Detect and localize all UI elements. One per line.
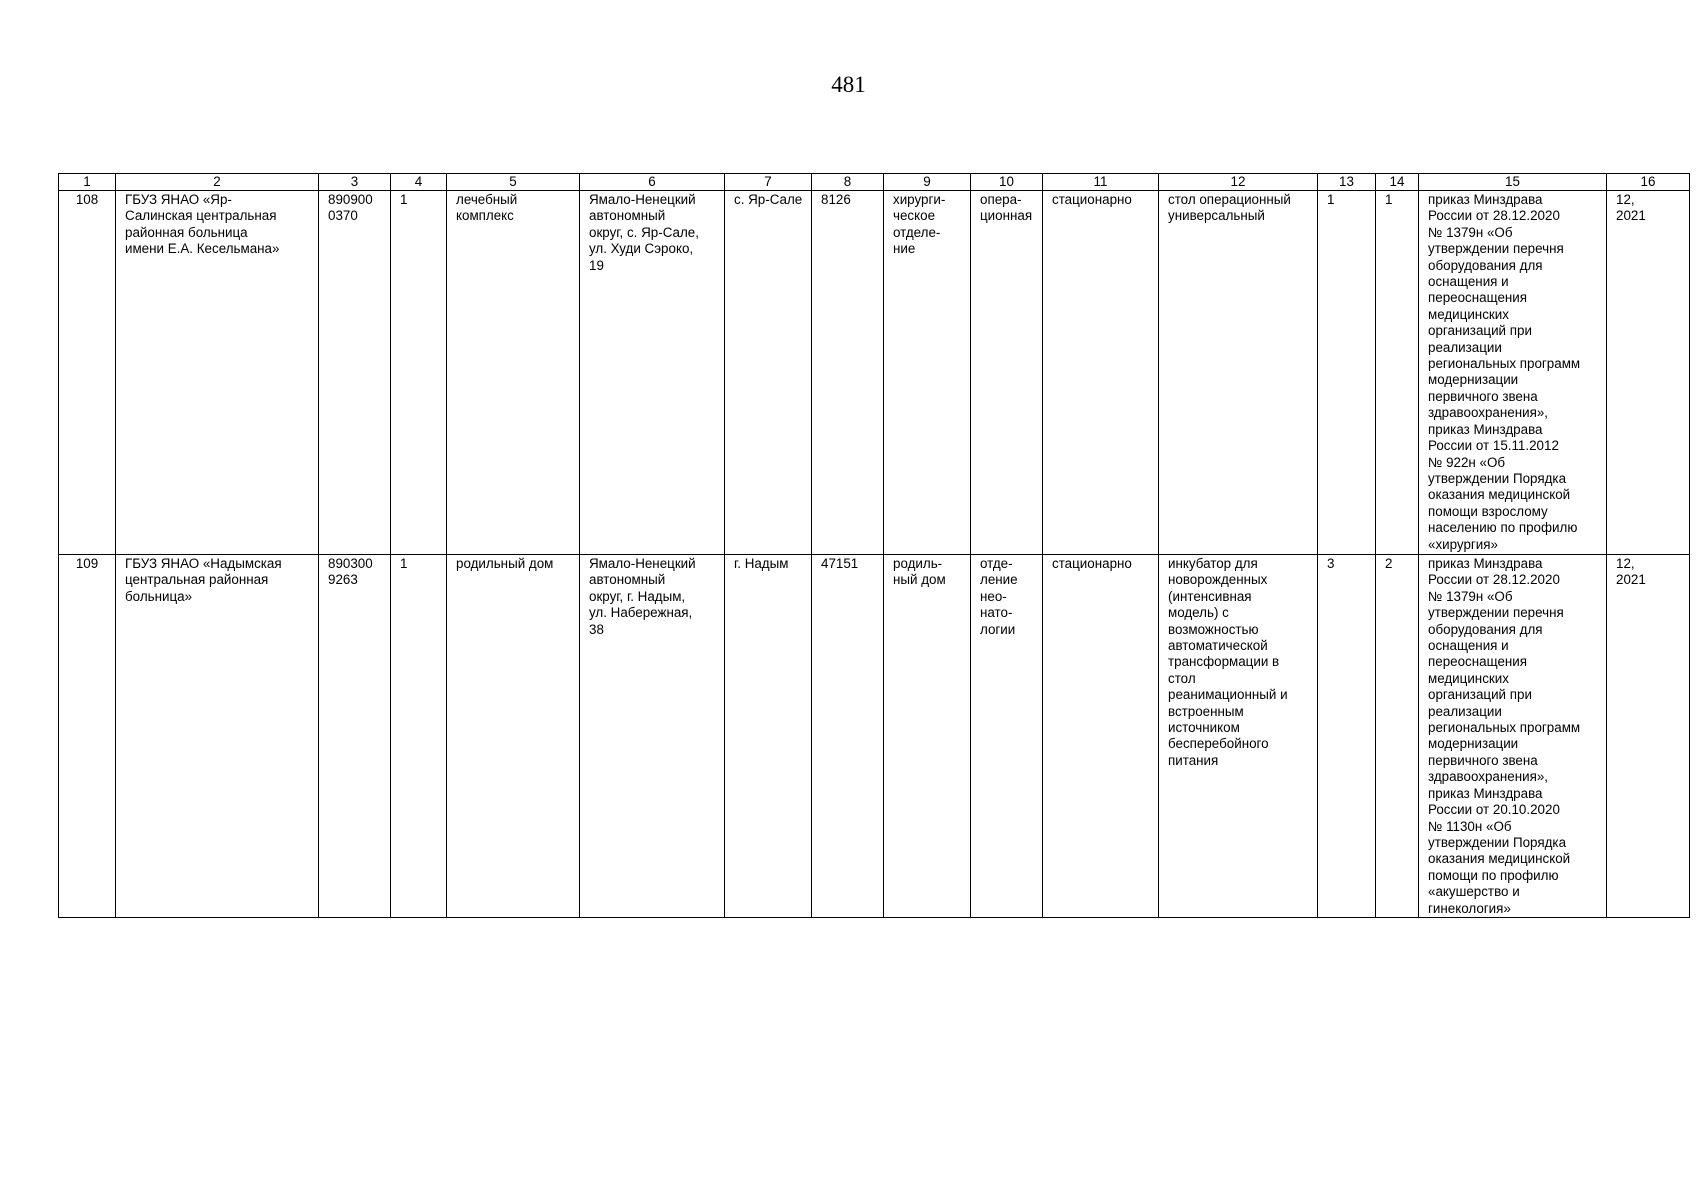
table-row [59,191,1690,555]
column-header: 14 [1376,174,1419,191]
inn-cell: 890900 0370 [319,191,391,555]
period-cell: 12, 2021 [1607,191,1690,555]
col13-cell: 1 [1318,191,1376,555]
column-header: 7 [725,174,812,191]
care-form-cell: стационарно [1043,555,1159,918]
care-form-cell: стационарно [1043,191,1159,555]
column-header: 13 [1318,174,1376,191]
row-number-cell: 109 [59,555,116,918]
settlement-cell: г. Надым [725,555,812,918]
unit-cell: отде- ление нео- нато- логии [971,555,1043,918]
column-header: 10 [971,174,1043,191]
department-cell: хирурги- ческое отделе- ние [884,191,971,555]
column-header: 6 [580,174,725,191]
basis-cell: приказ Минздрава России от 28.12.2020 № 1379н «Об утверждении перечня оборудования для оснащения и переоснащения медицинских организаций при реализации региональных программ модернизации первичного звена здравоохранения», приказ Минздрава России от 20.10.2020 № 1130н «Об утверждении Порядка оказания медицинской помощи по профилю «акушерство и гинекология» [1419,555,1607,918]
population-cell: 47151 [812,555,884,918]
equipment-cell: стол операционный универсальный [1159,191,1318,555]
column-header: 8 [812,174,884,191]
col13-cell: 3 [1318,555,1376,918]
column-header: 5 [447,174,580,191]
column-header: 4 [391,174,447,191]
equipment-table [58,173,1690,918]
address-cell: Ямало-Ненецкий автономный округ, г. Надым, ул. Набережная, 38 [580,555,725,918]
column-header: 16 [1607,174,1690,191]
column-header: 3 [319,174,391,191]
organization-cell: ГБУЗ ЯНАО «Яр- Салинская центральная районная больница имени Е.А. Кесельмана» [116,191,319,555]
population-cell: 8126 [812,191,884,555]
col14-cell: 1 [1376,191,1419,555]
basis-cell: приказ Минздрава России от 28.12.2020 № 1379н «Об утверждении перечня оборудования для оснащения и переоснащения медицинских организаций при реализации региональных программ модернизации первичного звена здравоохранения», приказ Минздрава России от 15.11.2012 № 922н «Об утверждении Порядка оказания медицинской помощи взрослому населению по профилю «хирургия» [1419,191,1607,555]
col4-cell: 1 [391,555,447,918]
department-cell: родиль- ный дом [884,555,971,918]
col4-cell: 1 [391,191,447,555]
col14-cell: 2 [1376,555,1419,918]
column-header: 9 [884,174,971,191]
object-type-cell: лечебный комплекс [447,191,580,555]
organization-cell: ГБУЗ ЯНАО «Надымская центральная районная больница» [116,555,319,918]
settlement-cell: с. Яр-Сале [725,191,812,555]
object-type-cell: родильный дом [447,555,580,918]
equipment-cell: инкубатор для новорожденных (интенсивная модель) с возможностью автоматической трансформации в стол реанимационный и встроенным источником бесперебойного питания [1159,555,1318,918]
inn-cell: 890300 9263 [319,555,391,918]
column-header: 12 [1159,174,1318,191]
table-row [59,555,1690,918]
column-header: 2 [116,174,319,191]
unit-cell: опера- ционная [971,191,1043,555]
address-cell: Ямало-Ненецкий автономный округ, с. Яр-Сале, ул. Худи Сэроко, 19 [580,191,725,555]
column-header: 1 [59,174,116,191]
page-number: 481 [831,72,866,97]
period-cell: 12, 2021 [1607,555,1690,918]
column-header: 15 [1419,174,1607,191]
column-header: 11 [1043,174,1159,191]
row-number-cell: 108 [59,191,116,555]
table-header-row [59,174,1690,191]
